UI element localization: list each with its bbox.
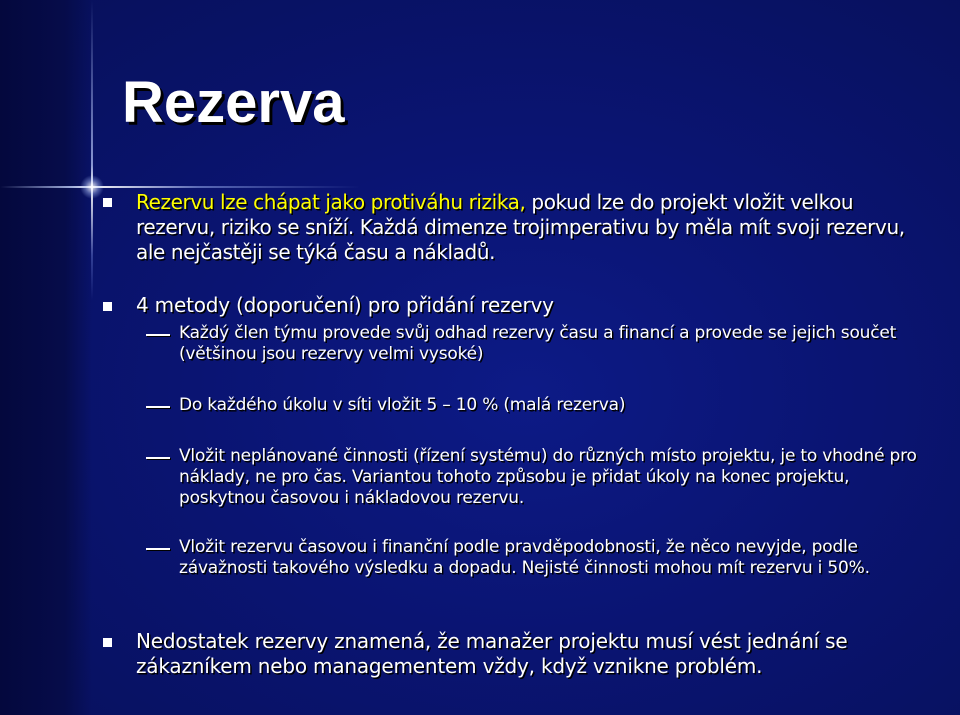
bullet-square-icon (103, 198, 112, 207)
bullet-1-text (136, 190, 936, 265)
bullet-square-icon (103, 638, 112, 647)
bullet-3-text: Nedostatek rezervy znamená, že manažer projektu musí vést jednání se zákazníkem nebo managementem vždy, když vznikne problém. (136, 629, 848, 678)
subitem-2-text: Do každého úkolu v síti vložit 5 – 10 % (malá rezerva) (179, 395, 626, 415)
dash-icon (146, 548, 170, 550)
bullet-1-rest: pokud lze do projekt vložit velkou rezervu, riziko se sníží. Každá dimenze trojimperativu by měla mít svoji rezervu, ale nejčastěji se týká času a nákladů. (136, 190, 905, 264)
subitem-4-text: Vložit rezervu časovou i finanční podle pravděpodobnosti, že něco nevyjde, podle závažnosti takového výsledku a dopadu. Nejisté činnosti mohou mít rezervu i 50%. (179, 537, 870, 578)
dash-icon (146, 457, 170, 459)
subitem-1-text: Každý člen týmu provede svůj odhad rezervy času a financí a provede se jejich součet (většinou jsou rezervy velmi vysoké) (179, 323, 897, 364)
dash-icon (146, 406, 170, 408)
dash-icon (146, 334, 170, 336)
bullet-2-text: 4 metody (doporučení) pro přidání rezervy (136, 293, 554, 317)
bullet-square-icon (103, 302, 112, 311)
glow-line-vertical (91, 0, 93, 300)
glow-line-horizontal (0, 186, 360, 188)
slide-title: Rezerva (122, 70, 345, 135)
bullet-1-highlight: Rezervu lze chápat jako protiváhu rizika, (136, 190, 526, 214)
glow-sparkle-icon (80, 175, 104, 199)
subitem-3-text: Vložit neplánované činnosti (řízení systému) do různých místo projektu, je to vhodné pro náklady, ne pro čas. Variantou tohoto způsobu je přidat úkoly na konec projektu, poskytnou časovou i nákladovou rezervu. (179, 446, 917, 508)
left-decor-band (0, 0, 92, 715)
